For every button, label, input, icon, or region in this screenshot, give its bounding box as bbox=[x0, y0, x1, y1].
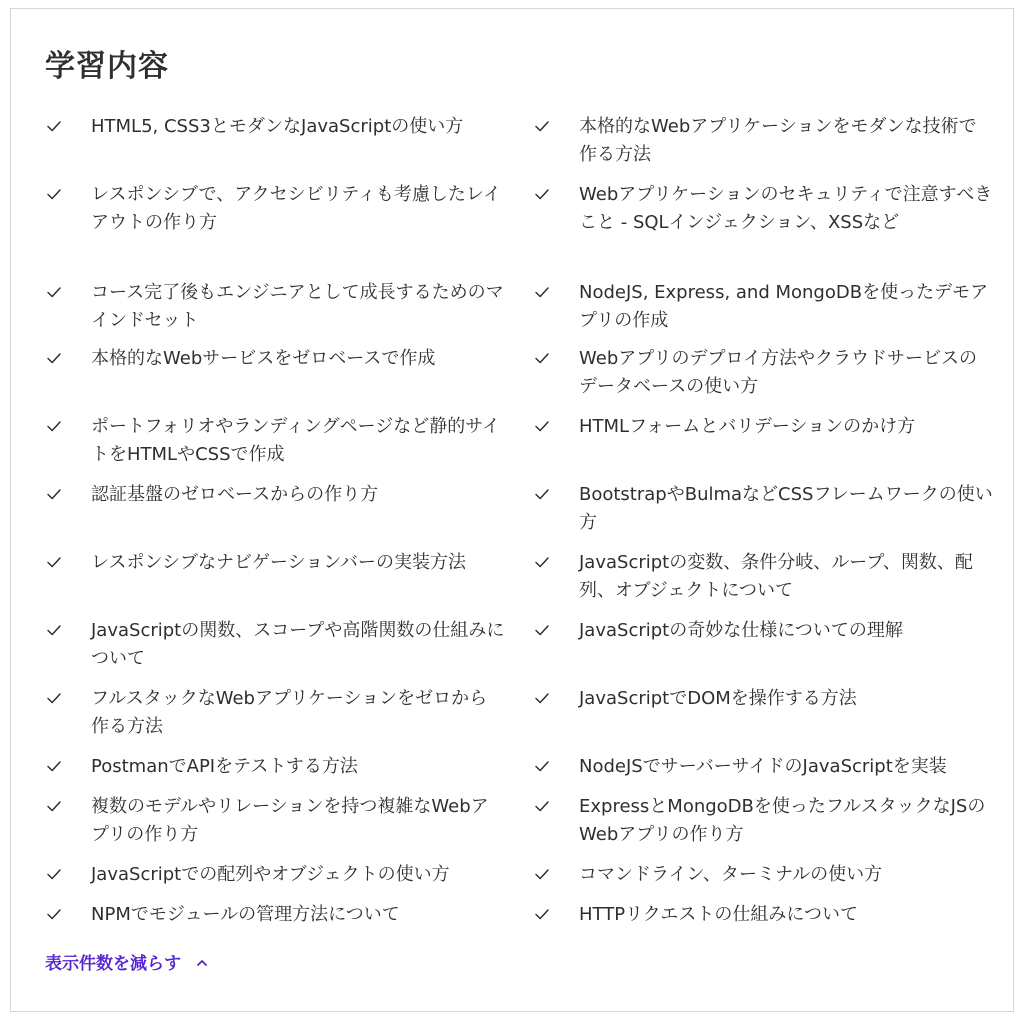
outcome-item bbox=[533, 279, 993, 335]
check-icon bbox=[533, 349, 551, 371]
check-icon bbox=[533, 905, 551, 927]
outcome-text: HTMLフォームとバリデーションのかけ方 bbox=[579, 416, 916, 437]
outcome-text: 複数のモデルやリレーションを持つ複雑なWebアプリの作り方 bbox=[91, 796, 489, 845]
outcome-text: ポートフォリオやランディングページなど静的サイトをHTMLやCSSで作成 bbox=[91, 416, 500, 465]
check-icon bbox=[45, 757, 63, 779]
outcome-text: 本格的なWebサービスをゼロベースで作成 bbox=[91, 348, 436, 369]
chevron-up-icon bbox=[195, 955, 209, 969]
outcome-item bbox=[45, 753, 505, 781]
outcome-item bbox=[45, 617, 505, 673]
outcome-item bbox=[533, 901, 993, 929]
outcome-text: HTML5, CSS3とモダンなJavaScriptの使い方 bbox=[91, 116, 464, 137]
outcome-text: NPMでモジュールの管理方法について bbox=[91, 904, 400, 925]
outcome-text: 認証基盤のゼロベースからの作り方 bbox=[91, 484, 379, 505]
outcome-item bbox=[45, 549, 505, 577]
outcome-item bbox=[45, 279, 505, 335]
check-icon bbox=[533, 757, 551, 779]
outcome-item bbox=[533, 685, 993, 713]
check-icon bbox=[533, 185, 551, 207]
outcome-text: レスポンシブなナビゲーションバーの実装方法 bbox=[91, 552, 467, 573]
check-icon bbox=[45, 349, 63, 371]
outcome-item bbox=[45, 481, 505, 509]
check-icon bbox=[45, 905, 63, 927]
outcome-item bbox=[45, 793, 505, 849]
outcome-text: JavaScriptでの配列やオブジェクトの使い方 bbox=[91, 864, 450, 885]
check-icon bbox=[45, 485, 63, 507]
check-icon bbox=[45, 621, 63, 643]
outcome-item bbox=[533, 113, 993, 169]
check-icon bbox=[45, 417, 63, 439]
check-icon bbox=[533, 865, 551, 887]
outcome-item bbox=[45, 861, 505, 889]
outcome-item bbox=[45, 413, 505, 469]
check-icon bbox=[45, 689, 63, 711]
outcome-text: JavaScriptの奇妙な仕様についての理解 bbox=[579, 620, 903, 641]
check-icon bbox=[533, 797, 551, 819]
show-less-button[interactable] bbox=[45, 949, 209, 974]
outcome-item bbox=[533, 753, 993, 781]
outcome-text: レスポンシブで、アクセシビリティも考慮したレイアウトの作り方 bbox=[91, 184, 501, 233]
outcome-item bbox=[45, 113, 505, 141]
outcome-item bbox=[533, 793, 993, 849]
check-icon bbox=[533, 689, 551, 711]
outcome-item bbox=[533, 481, 993, 537]
check-icon bbox=[45, 283, 63, 305]
check-icon bbox=[45, 797, 63, 819]
check-icon bbox=[45, 865, 63, 887]
outcome-text: ExpressとMongoDBを使ったフルスタックなJSのWebアプリの作り方 bbox=[579, 796, 986, 845]
outcome-text: コマンドライン、ターミナルの使い方 bbox=[579, 864, 883, 885]
check-icon bbox=[533, 417, 551, 439]
outcome-text: JavaScriptの関数、スコープや高階関数の仕組みについて bbox=[91, 620, 505, 669]
outcome-text: JavaScriptの変数、条件分岐、ループ、関数、配列、オブジェクトについて bbox=[579, 552, 973, 601]
outcome-text: BootstrapやBulmaなどCSSフレームワークの使い方 bbox=[579, 484, 993, 533]
check-icon bbox=[533, 283, 551, 305]
outcome-text: HTTPリクエストの仕組みについて bbox=[579, 904, 858, 925]
check-icon bbox=[533, 485, 551, 507]
outcome-text: 本格的なWebアプリケーションをモダンな技術で作る方法 bbox=[579, 116, 977, 165]
outcome-text: コース完了後もエンジニアとして成長するためのマインドセット bbox=[91, 282, 504, 331]
outcome-item bbox=[45, 181, 505, 237]
outcome-text: フルスタックなWebアプリケーションをゼロから作る方法 bbox=[91, 688, 488, 737]
outcome-item bbox=[45, 345, 505, 373]
check-icon bbox=[533, 553, 551, 575]
outcome-item bbox=[533, 617, 993, 645]
check-icon bbox=[45, 185, 63, 207]
outcome-item bbox=[533, 413, 993, 441]
outcome-item bbox=[533, 345, 993, 401]
outcome-text: JavaScriptでDOMを操作する方法 bbox=[579, 688, 857, 709]
check-icon bbox=[533, 117, 551, 139]
show-less-label: 表示件数を減らす bbox=[45, 954, 181, 974]
outcome-item bbox=[533, 549, 993, 605]
outcome-text: Webアプリのデプロイ方法やクラウドサービスのデータベースの使い方 bbox=[579, 348, 977, 397]
outcome-text: Webアプリケーションのセキュリティで注意すべきこと - SQLインジェクション、XSSなど bbox=[579, 184, 993, 233]
section-title: 学習内容 bbox=[45, 49, 169, 84]
outcome-item bbox=[533, 861, 993, 889]
outcome-item bbox=[533, 181, 993, 237]
outcome-text: NodeJS, Express, and MongoDBを使ったデモアプリの作成 bbox=[579, 282, 989, 331]
outcome-item bbox=[45, 901, 505, 929]
outcome-text: NodeJSでサーバーサイドのJavaScriptを実装 bbox=[579, 756, 947, 777]
learning-outcomes-panel bbox=[10, 8, 1014, 1012]
outcome-text: PostmanでAPIをテストする方法 bbox=[91, 756, 358, 777]
check-icon bbox=[533, 621, 551, 643]
check-icon bbox=[45, 553, 63, 575]
check-icon bbox=[45, 117, 63, 139]
outcome-item bbox=[45, 685, 505, 741]
